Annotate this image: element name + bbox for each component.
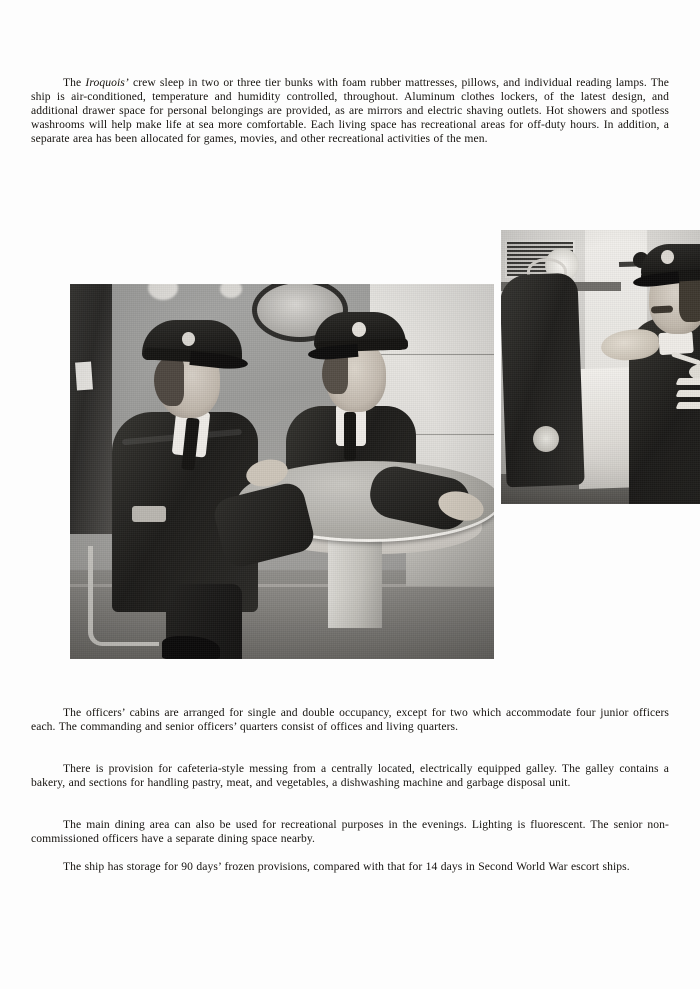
officer-left-breast-insignia <box>132 506 166 522</box>
paragraph-intro-rest: crew sleep in two or three tier bunks with foam rubber mattresses, pillows, and individual reading lamps. The ship is air-conditioned, temperature and humidity controlled, throughout. Aluminum clothes lockers, of the latest design, and additional drawer space for personal belongings are provided, as are mirrors and electric shaving outlets. Hot showers and spotless washrooms will help make life at sea more comfortable. Each living space has recreational areas for off-duty hours. In addition, a separate area has been allocated for games, movies, and other recreational activities of the men. <box>31 75 669 145</box>
jacket-shoulder-crest <box>533 426 559 452</box>
sergeant-shirt-collar <box>658 331 693 355</box>
sergeant-moustache <box>651 305 673 313</box>
ship-name-iroquois: Iroquois’ <box>85 75 129 89</box>
chevron-stripe-2 <box>676 390 700 397</box>
panel-seam-upper <box>370 354 494 355</box>
locker-tag <box>75 361 93 390</box>
officer-left-sideburn <box>154 358 184 406</box>
chevron-stripe-1 <box>676 378 700 385</box>
hanging-uniform-jacket <box>501 273 585 488</box>
sergeant-chevron-insignia <box>677 378 700 422</box>
officer-right-tie <box>344 412 356 460</box>
photo-sergeant-with-uniform <box>501 230 700 504</box>
officer-left-cap-badge <box>182 332 195 346</box>
chevron-stripe-3 <box>676 402 700 409</box>
table-pedestal <box>328 536 382 628</box>
photo-two-officers-at-table <box>70 284 494 659</box>
paragraph-crew-accommodation <box>31 76 669 146</box>
paragraph-intro-lead: The <box>63 75 86 89</box>
paragraph-galley: There is provision for cafeteria-style messing from a centrally located, electrically equipped galley. The galley contains a bakery, and sections for handling pastry, meat, and vegetables, a dishwashing machine and garbage disposal unit. <box>31 761 669 789</box>
sergeant-cap-badge <box>661 250 674 264</box>
paragraph-dining-area: The main dining area can also be used for recreational purposes in the evenings. Lighting is fluorescent. The senior non-commissioned officers have a separate dining space nearby. <box>31 817 669 845</box>
paragraph-officers-cabins: The officers’ cabins are arranged for single and double occupancy, except for two which accommodate four junior officers each. The commanding and senior officers’ quarters consist of offices and living quarters. <box>31 705 669 733</box>
clothes-locker <box>70 284 112 534</box>
chair-frame-left <box>88 546 159 646</box>
paragraph-provisions-storage: The ship has storage for 90 days’ frozen provisions, compared with that for 14 days in Second World War escort ships. <box>63 859 630 873</box>
officer-right-cap-badge <box>352 322 366 337</box>
